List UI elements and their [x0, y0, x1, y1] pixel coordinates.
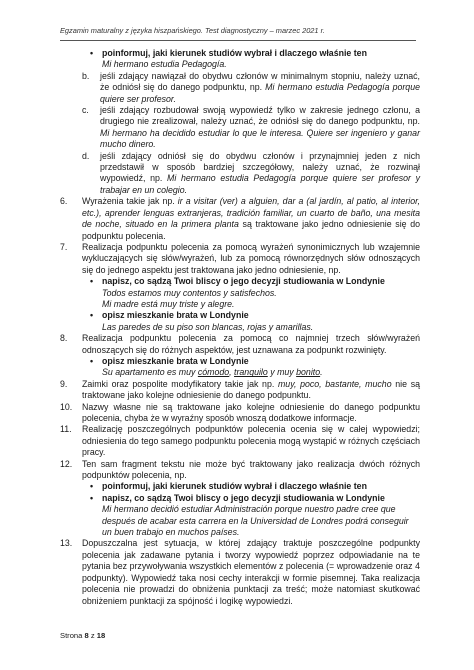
document-body — [60, 48, 420, 607]
bullet-item: • opisz mieszkanie brata w Londynie — [90, 310, 249, 321]
bullet-icon: • — [90, 355, 94, 366]
bullet-item: • napisz, co sądzą Twoi bliscy o jego decyzji studiowania w Londynie — [90, 492, 385, 503]
bullet-item: • napisz, co sądzą Twoi bliscy o jego decyzji studiowania w Londynie — [90, 276, 385, 287]
rule-item-12: 12. Ten sam fragment tekstu nie może być traktowany jako realizacja dwóch różnych podpunktów polecenia, np. — [60, 458, 420, 481]
rule-item-7: 7. Realizacja podpunktu polecenia za pomocą wyrażeń synonimicznych lub wzajemnie wykluczających się słów/wyrażeń, lub za pomocą równorzędnych słów odnoszących się do jednego aspektu jest traktowana jako jedno odniesienie, np. — [60, 241, 420, 275]
sub-item-b: b. jeśli zdający nawiązał do obydwu członów w minimalnym stopniu, należy uznać, że odniósł się do danego podpunktu, np. Mi hermano estudia Pedagogía porque quiere ser profesor. — [82, 70, 420, 104]
rule-item-8: 8. Realizacja podpunktu polecenia za pomocą co najmniej trzech słów/wyrażeń odnoszących się do różnych aspektów, jest uznawana za podpunkt rozwinięty. — [60, 333, 420, 355]
bullet-icon: • — [90, 48, 94, 58]
example-text: Su apartamento es muy cómodo, tranquilo y muy bonito. — [102, 367, 323, 378]
example-text: Mi hermano estudia Pedagogía. — [102, 59, 227, 70]
sub-item-c: c. jeśli zdający rozbudował swoją wypowiedź tylko w zakresie jednego członu, a drugiego nie zrealizował, należy uznać, że odniósł się do danego podpunktu, np. Mi hermano ha decidido estudiar lo que le interesa. Quiere ser ingeniero y ganar mucho dinero. — [82, 105, 420, 150]
bullet-icon: • — [90, 481, 94, 492]
page-footer: Strona 8 z 18 — [60, 631, 106, 640]
rule-item-13: 13. Dopuszczalna jest sytuacja, w której zdający traktuje poszczególne podpunkty polecenia jak zadawane pytania i tworzy wypowiedź poprzez odpowiadanie na te pytania bez przywoływania wszystkich elementów z polecenia (= wprowadzenie oraz 4 podpunkty). Wypowiedź taka nosi cechy interakcji w formie pisemnej. Taka realizacja polecenia nie prowadzi do obniżenia punktacji za treść; może natomiast skutkować obniżeniem punktacji za spójność i logikę wypowiedzi. — [60, 538, 420, 606]
rule-item-10: 10. Nazwy własne nie są traktowane jako kolejne odniesienie do danego podpunktu polecenia, chyba że w wyraźny sposób wnoszą dodatkowe informacje. — [60, 401, 420, 423]
bullet-item: • poinformuj, jaki kierunek studiów wybrał i dlaczego właśnie ten — [90, 48, 367, 58]
bullet-icon: • — [90, 310, 94, 321]
bullet-item: • opisz mieszkanie brata w Londynie — [90, 355, 249, 366]
bullet-icon: • — [90, 492, 94, 503]
bullet-item: • poinformuj, jaki kierunek studiów wybrał i dlaczego właśnie ten — [90, 481, 367, 492]
rule-item-9: 9. Zaimki oraz pospolite modyfikatory takie jak np. muy, poco, bastante, mucho nie są traktowane jako kolejne odniesienie do danego podpunktu. — [60, 378, 421, 401]
rule-item-6: 6. Wyrażenia takie jak np. ir a visitar (ver) a alguien, dar a (al jardín, al patio, al interior, etc.), aprender lenguas extranjeras, tradición familiar, un cuarto de baño, una mesita de noche, situado en la primera planta są traktowane jako jedno odniesienie się do podpunktu polecenia. — [60, 196, 420, 241]
bullet-icon: • — [90, 276, 94, 287]
sub-item-d: d. jeśli zdający odniósł się do obydwu członów i przynajmniej jeden z nich przedstawił w sposób bardziej szczegółowy, należy uznać, że rozwinął wypowiedź, np. Mi hermano estudia Pedagogía porque quiere ser profesor y trabajar en un colegio. — [82, 150, 420, 195]
example-text: Mi madre está muy triste y alegre. — [102, 298, 235, 309]
running-header: Egzamin maturalny z języka hiszpańskiego. Test diagnostyczny – marzec 2021 r. — [60, 26, 325, 35]
example-text: Todos estamos muy contentos y satisfechos. — [102, 287, 277, 298]
header-rule — [60, 40, 416, 41]
example-text: Mi hermano decidió estudiar Administración porque nuestro padre cree que después de acabar esta carrera en la Universidad de Londres podrá conseguir un buen trabajo en muchos países. — [102, 504, 409, 538]
rule-item-11: 11. Realizację poszczególnych podpunktów polecenia ocenia się w całej wypowiedzi; odniesienia do tego samego podpunktu polecenia mogą wystąpić w różnych częściach pracy. — [60, 424, 420, 458]
example-text: Las paredes de su piso son blancas, rojas y amarillas. — [102, 321, 314, 332]
